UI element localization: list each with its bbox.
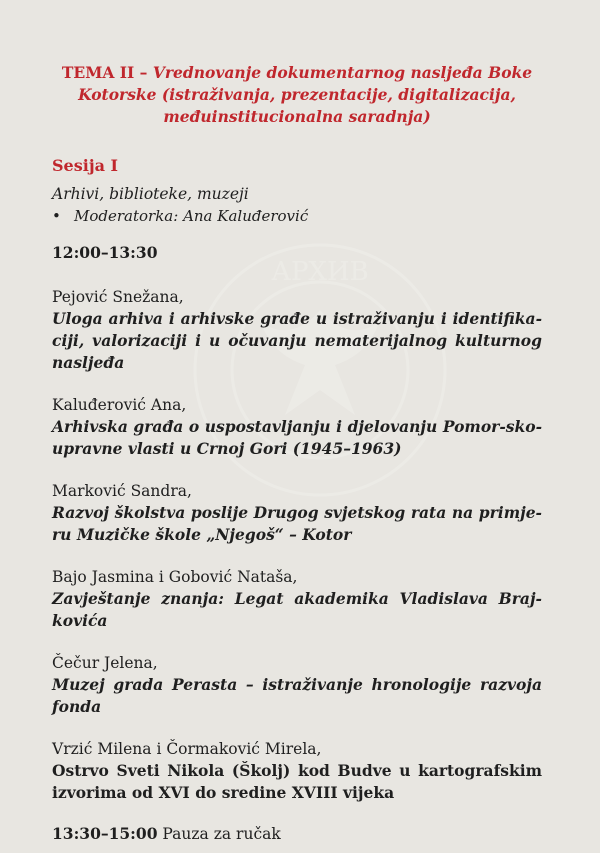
talk-title: Ostrvo Sveti Nikola (Školj) kod Budve u kartografskim izvorima od XVI do sredine XVIII vijeka <box>52 761 542 802</box>
talk-author: Čečur Jelena, <box>52 654 158 672</box>
talk-title: Muzej grada Perasta – istraživanje hronologije razvoja fonda <box>52 675 542 716</box>
session-time: 12:00–13:30 <box>52 243 158 262</box>
talk-item <box>52 566 542 632</box>
talk-author: Vrzić Milena i Čormaković Mirela, <box>52 740 322 758</box>
talk-item <box>52 286 542 374</box>
talk-title: Zavještanje znanja: Legat akademika Vladislava Braj-kovića <box>52 589 542 630</box>
lunch-break <box>52 824 542 843</box>
talk-item <box>52 480 542 546</box>
session-subtitle: Arhivi, biblioteke, muzeji <box>52 185 249 203</box>
theme-title: Vrednovanje dokumentarnog nasljeđa Boke Kotorske (istraživanja, prezentacije, digitalizacija, međuinstitucionalna saradnja) <box>78 63 533 126</box>
moderator-line <box>52 207 542 225</box>
theme-heading <box>52 62 542 128</box>
talk-author: Pejović Snežana, <box>52 288 184 306</box>
talk-author: Marković Sandra, <box>52 482 192 500</box>
theme-prefix: TEMA II – <box>61 63 153 82</box>
talk-author: Bajo Jasmina i Gobović Nataša, <box>52 568 298 586</box>
talk-author: Kaluđerović Ana, <box>52 396 187 414</box>
talk-title: Arhivska građa o uspostavljanju i djelovanju Pomor-sko-upravne vlasti u Crnoj Gori (1945–1963) <box>52 417 542 458</box>
program-content <box>52 62 542 843</box>
svg-text:АРХИВ: АРХИВ <box>271 257 369 287</box>
talk-item <box>52 738 542 804</box>
pause-time: 13:30–15:00 <box>52 824 158 843</box>
talk-title: Razvoj školstva poslije Drugog svjetskog rata na primje-ru Muzičke škole „Njegoš“ – Kotor <box>52 503 542 544</box>
talk-item <box>52 394 542 460</box>
moderator-text: Moderatorka: Ana Kaluđerović <box>74 207 309 225</box>
talk-item <box>52 652 542 718</box>
talk-title: Uloga arhiva i arhivske građe u istraživanju i identifika-ciji, valorizaciji i u očuvanju nematerijalnog kulturnog nasljeđa <box>52 309 542 372</box>
pause-label: Pauza za ručak <box>162 825 281 843</box>
session-label: Sesija I <box>52 156 119 175</box>
bullet-icon: • <box>52 207 61 225</box>
